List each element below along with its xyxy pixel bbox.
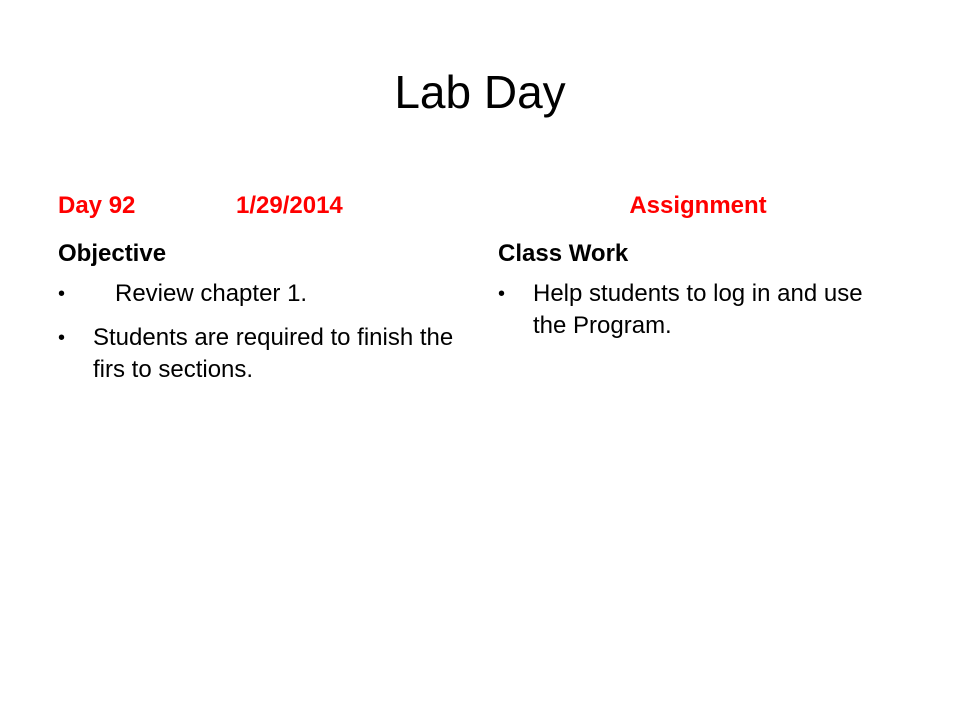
day-date-heading	[58, 188, 458, 224]
class-work-heading: Class Work	[498, 240, 629, 267]
list-item	[58, 278, 458, 310]
slide-title: Lab Day	[394, 66, 566, 118]
day-label: Day 92	[58, 192, 136, 219]
class-work-list	[498, 278, 898, 342]
assignment-heading: Assignment	[629, 192, 767, 219]
left-column	[58, 188, 458, 398]
bullet-icon: •	[58, 327, 66, 349]
right-column	[498, 188, 898, 354]
objective-heading: Objective	[58, 240, 167, 267]
bullet-text: Review chapter 1.	[115, 280, 308, 307]
list-item	[498, 278, 898, 342]
bullet-text: Students are required to finish the firs to sections.	[93, 324, 454, 383]
objective-list	[58, 278, 458, 386]
date-label: 1/29/2014	[236, 192, 343, 219]
bullet-icon: •	[58, 283, 66, 305]
bullet-text: Help students to log in and use the Program.	[533, 280, 863, 339]
list-item	[58, 322, 458, 386]
bullet-icon: •	[498, 283, 506, 305]
